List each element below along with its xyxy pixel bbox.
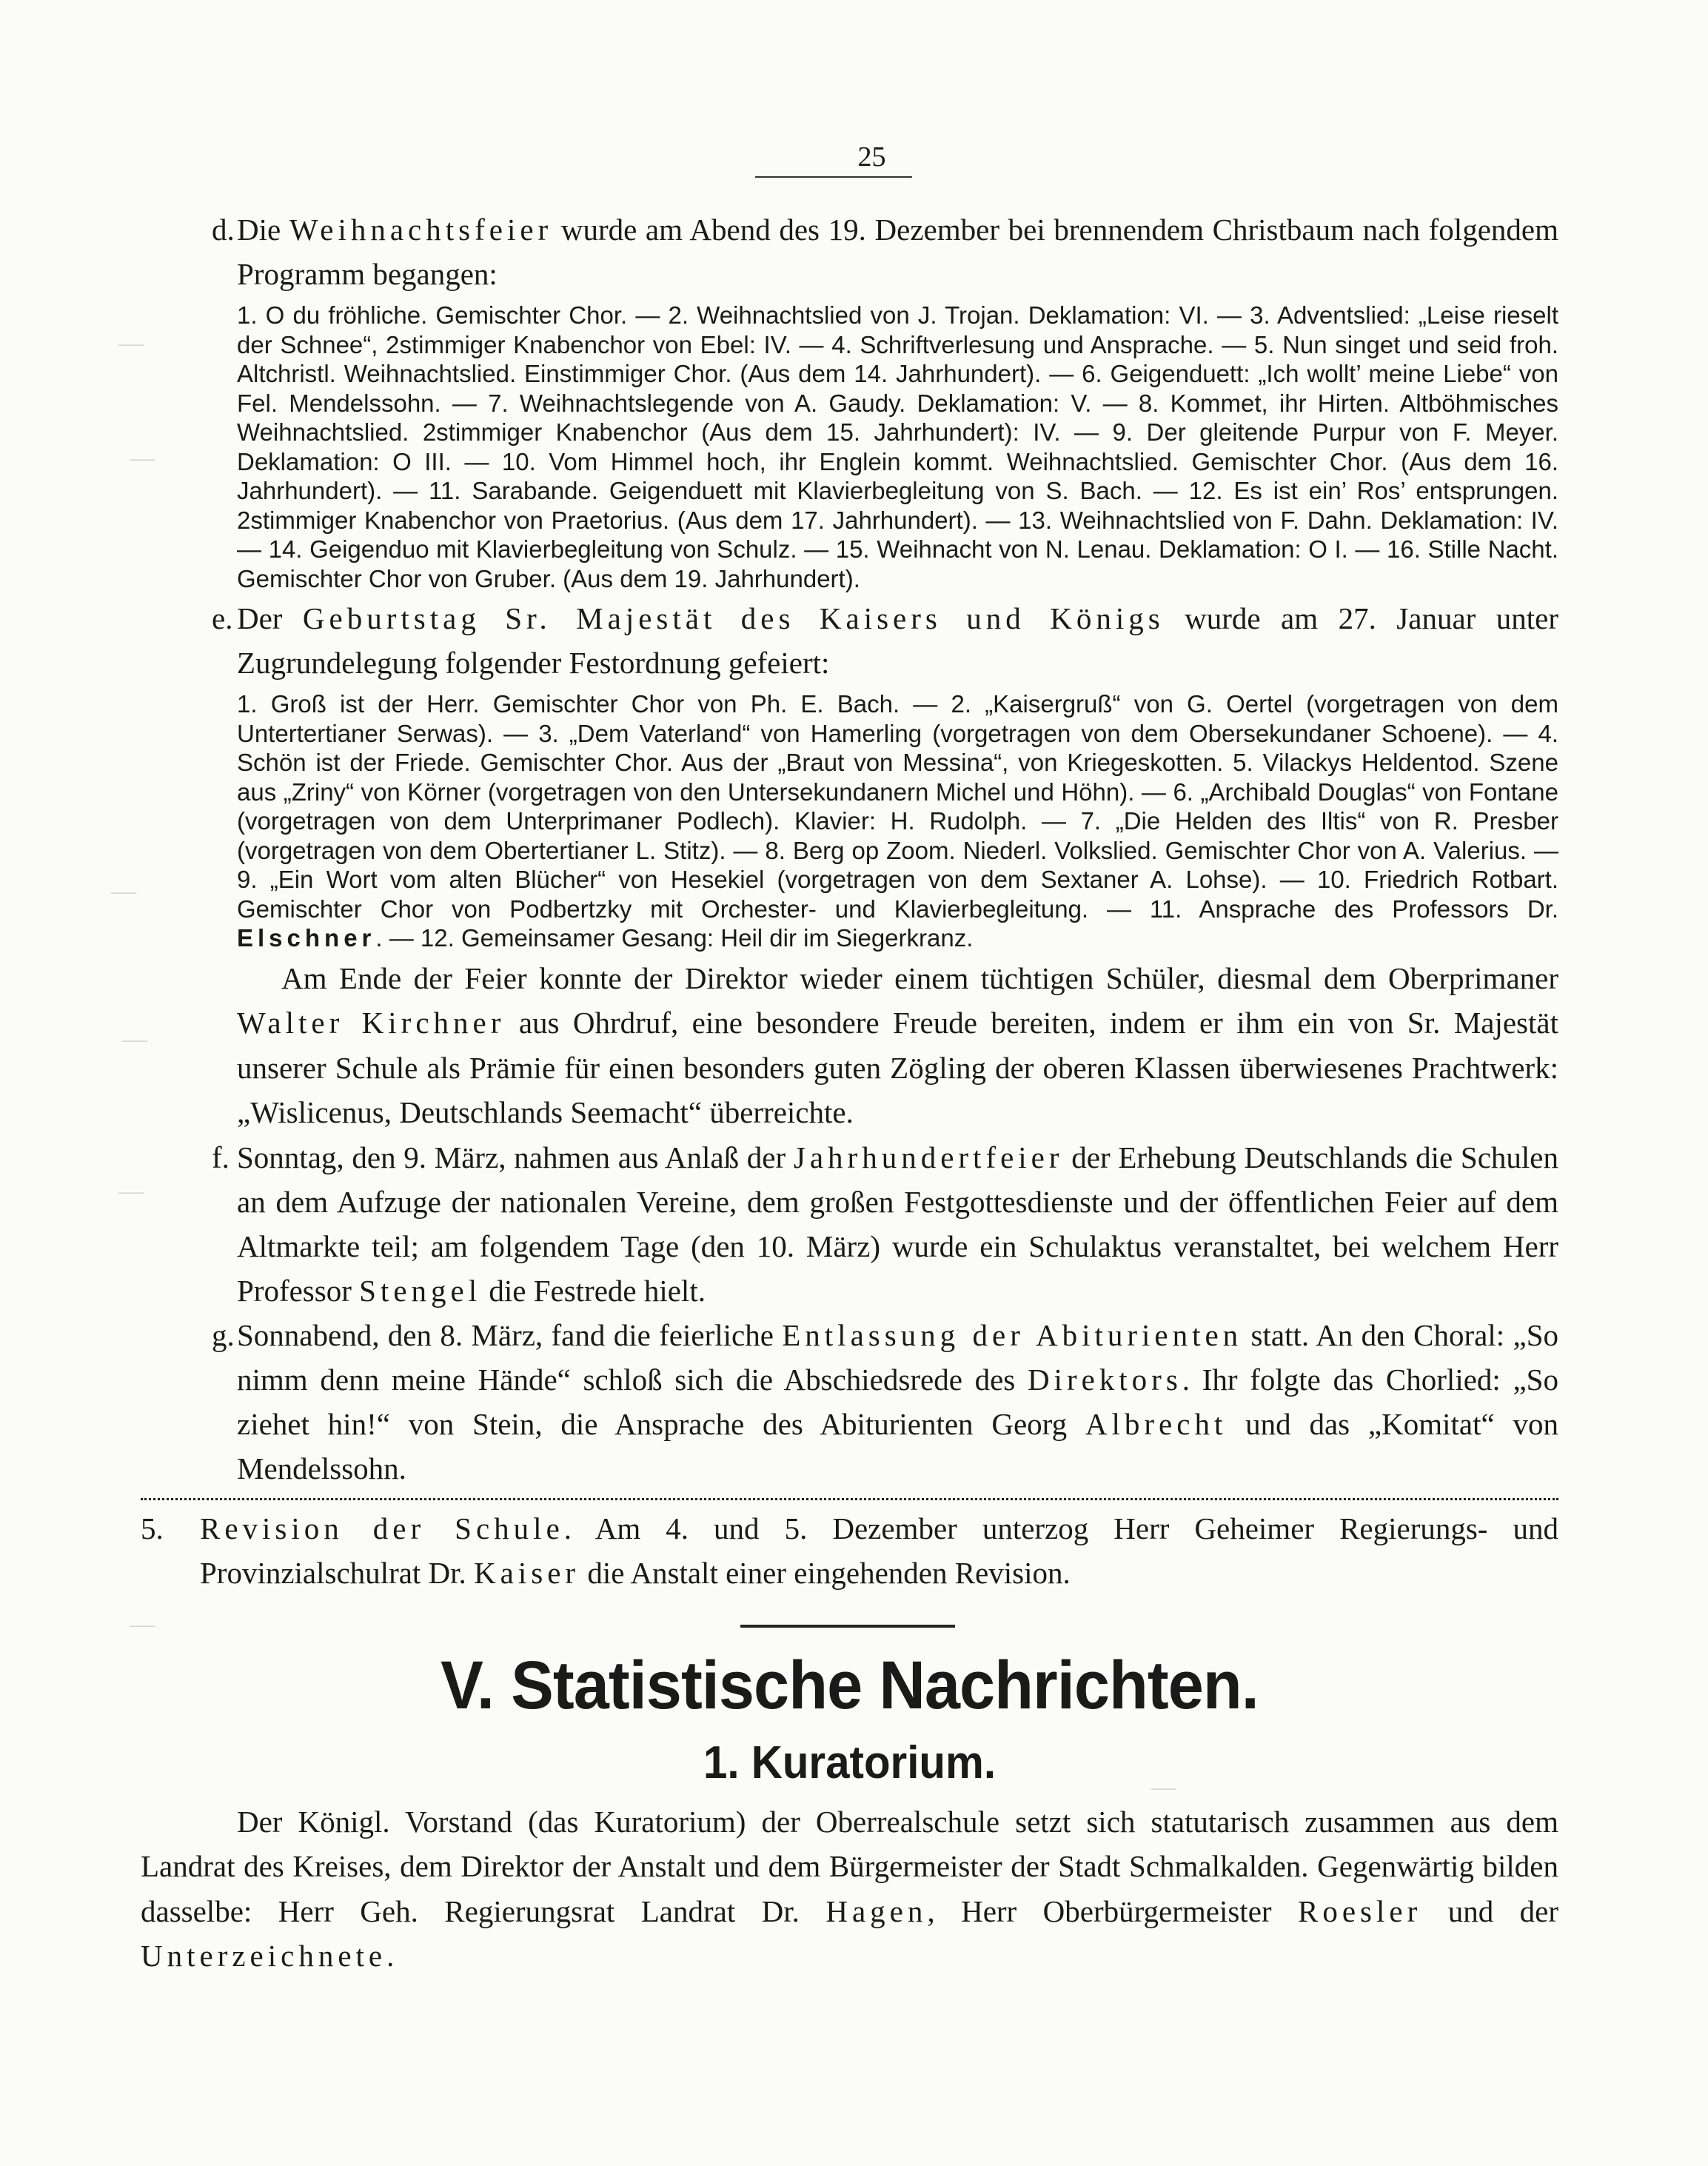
item-d (141, 207, 1558, 593)
section-mark: 5. (141, 1511, 164, 1545)
item-paragraph: Am Ende der Feier konnte der Direktor wieder einem tüchtigen Schüler, diesmal dem Oberprimaner Walter Kirchner aus Ohrdruf, eine besondere Freude bereiten, indem er ihm ein von Sr. Majestät unserer Schule als Prämie für einen besonders guten Zögling der oberen Klassen überwiesenes Prachtwerk: „Wislicenus, Deutschlands Seemacht“ überreichte. (237, 960, 1558, 1129)
page-content (141, 141, 1558, 1979)
kuratorium-paragraph: Der Königl. Vorstand (das Kuratorium) der Oberrealschule setzt sich statutarisch zusammen aus dem Landrat des Kreises, dem Direktor der Anstalt und dem Bürgermeister der Stadt Schmalkalden. Gegenwärtig bilden dasselbe: Herr Geh. Regierungsrat Landrat Dr. Hagen, Herr Oberbürgermeister Roesler und der Unterzeichnete. (141, 1804, 1558, 1973)
show-through-background: — — — — — — — (111, 330, 1176, 1801)
page-number-rule (755, 176, 912, 178)
item-e (141, 596, 1558, 1135)
section-divider (141, 1498, 1558, 1500)
page-number: 25 (857, 141, 886, 173)
item-lead: Der Geburtstag Sr. Majestät des Kaisers und Königs wurde am 27. Januar unter Zugrundelegung folgender Festordnung gefeiert: (237, 601, 1558, 680)
heading-rule (740, 1625, 955, 1628)
item-g (141, 1313, 1558, 1491)
item-f (141, 1135, 1558, 1313)
item-mark: f. (212, 1140, 230, 1174)
subsection-heading: 1. Kuratorium. (703, 1737, 997, 1788)
item-mark: d. (212, 213, 235, 247)
item-lead: Die Weihnachtsfeier wurde am Abend des 19. Dezember bei brennendem Christbaum nach folgendem Programm begangen: (237, 213, 1558, 291)
item-paragraph: Sonntag, den 9. März, nahmen aus Anlaß der Jahrhundertfeier der Erhebung Deutschlands die Schulen an dem Aufzuge der nationalen Vereine, dem großen Festgottesdienste und der öffentlichen Feier auf dem Altmarkte teil; am folgendem Tage (den 10. März) wurde ein Schulaktus veranstaltet, bei welchem Herr Professor Stengel die Festrede hielt. (237, 1140, 1558, 1308)
item-mark: e. (212, 601, 233, 635)
item-paragraph: Sonnabend, den 8. März, fand die feierliche Entlassung der Abiturienten statt. An den Choral: „So nimm denn meine Hände“ schloß sich die Abschiedsrede des Direktors. Ihr folgte das Chorlied: „So ziehet hin!“ von Stein, die Ansprache des Abiturienten Georg Albrecht und das „Komitat“ von Mendelssohn. (237, 1317, 1558, 1485)
revision-paragraph: Revision der Schule. Am 4. und 5. Dezember unterzog Herr Geheimer Regierungs- und Provinzialschulrat Dr. Kaiser die Anstalt einer eingehenden Revision. (200, 1511, 1558, 1590)
program-list: 1. Groß ist der Herr. Gemischter Chor von Ph. E. Bach. — 2. „Kaisergruß“ von G. Oertel (vorgetragen von dem Untertertianer Serwas). — 3. „Dem Vaterland“ von Hamerling (vorgetragen von dem Obersekundaner Schoene). — 4. Schön ist der Friede. Gemischter Chor. Aus der „Braut von Messina“, von Kriegeskotten. 5. Vilackys Heldentod. Szene aus „Zriny“ von Körner (vorgetragen von den Untersekundanern Michel und Höhn). — 6. „Archibald Douglas“ von Fontane (vorgetragen von dem Unterprimaner Podlech). Klavier: H. Rudolph. — 7. „Die Helden des Iltis“ von R. Presber (vorgetragen von dem Obertertianer L. Stitz). — 8. Berg op Zoom. Niederl. Volkslied. Gemischter Chor von A. Valerius. — 9. „Ein Wort vom alten Blücher“ von Hesekiel (vorgetragen von dem Sextaner A. Lohse). — 10. Friedrich Rotbart. Gemischter Chor von Podbertzky mit Orchester- und Klavierbegleitung. — 11. Ansprache des Professors Dr. Elschner. — 12. Gemeinsamer Gesang: Heil dir im Siegerkranz. (237, 690, 1558, 952)
item-mark: g. (212, 1317, 235, 1352)
section-heading: V. Statistische Nachrichten. (441, 1647, 1259, 1723)
section-revision (141, 1506, 1558, 1595)
program-list: 1. O du fröhliche. Gemischter Chor. — 2. Weihnachtslied von J. Trojan. Deklamation: VI. — 3. Adventslied: „Leise rieselt der Schnee“, 2stimmiger Knabenchor von Ebel: IV. — 4. Schriftverlesung und Ansprache. — 5. Nun singet und seid froh. Altchristl. Weihnachtslied. Einstimmiger Chor. (Aus dem 14. Jahrhundert). — 6. Geigenduett: „Ich wollt’ meine Liebe“ von Fel. Mendelssohn. — 7. Weihnachtslegende von A. Gaudy. Deklamation: V. — 8. Kommet, ihr Hirten. Altböhmisches Weihnachtslied. 2stimmiger Knabenchor (Aus dem 15. Jahrhundert): IV. — 9. Der gleitende Purpur von F. Meyer. Deklamation: O III. — 10. Vom Himmel hoch, ihr Englein kommt. Weihnachtslied. Gemischter Chor. (Aus dem 16. Jahrhundert). — 11. Sarabande. Geigenduett mit Klavierbegleitung von S. Bach. — 12. Es ist ein’ Ros’ entsprungen. 2stimmiger Knabenchor von Praetorius. (Aus dem 17. Jahrhundert). — 13. Weihnachtslied von F. Dahn. Deklamation: IV. — 14. Geigenduo mit Klavierbegleitung von Schulz. — 15. Weihnacht von N. Lenau. Deklamation: O I. — 16. Stille Nacht. Gemischter Chor von Gruber. (Aus dem 19. Jahrhundert). (237, 301, 1558, 592)
